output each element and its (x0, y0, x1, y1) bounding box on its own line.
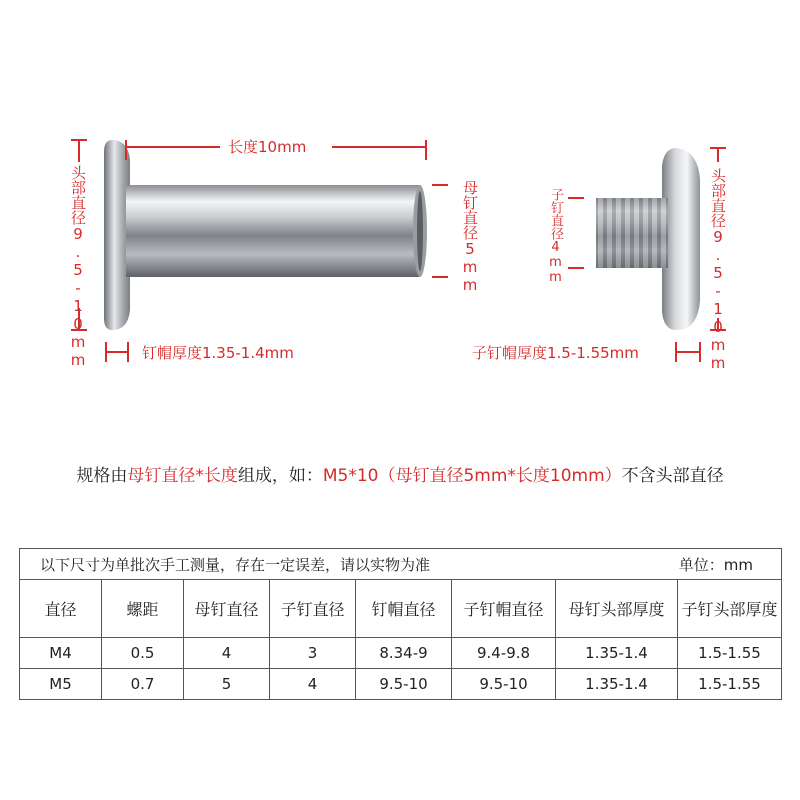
table-cell: 0.5 (102, 638, 184, 669)
table-unit: 单位：mm (678, 555, 753, 574)
table-cell: 4 (184, 638, 270, 669)
table-header: 母钉头部厚度 (556, 580, 678, 638)
table-header: 钉帽直径 (356, 580, 452, 638)
table-row (20, 638, 782, 669)
head-diameter-right-label: 头部直径9.5-10mm (709, 168, 727, 372)
table-header: 子钉头部厚度 (678, 580, 782, 638)
spec-prefix: 规格由 (76, 466, 128, 486)
table-header-row (20, 580, 782, 638)
female-rivet-image (104, 140, 427, 330)
table-header: 直径 (20, 580, 102, 638)
table-cell: 4 (270, 669, 356, 700)
cap-thickness-left-label: 钉帽厚度1.35-1.4mm (142, 344, 294, 362)
spec-red-1: 母钉直径*长度 (127, 466, 238, 486)
male-diameter-label: 子钉直径4mm (548, 188, 563, 285)
table-cell: 1.5-1.55 (678, 669, 782, 700)
spec-table (19, 548, 782, 700)
table-cell: 1.5-1.55 (678, 638, 782, 669)
table-note-row (20, 549, 782, 580)
spec-description (0, 461, 800, 486)
table-header: 子钉直径 (270, 580, 356, 638)
female-diameter-label: 母钉直径5mm (461, 180, 479, 294)
spec-mid: 组成，如： (237, 466, 323, 486)
table-row (20, 669, 782, 700)
head-diameter-left-label: 头部直径9.5-10mm (69, 165, 87, 369)
cap-thickness-right-label: 子钉帽厚度1.5-1.55mm (472, 344, 639, 362)
table-cell: 3 (270, 638, 356, 669)
table-cell: 0.7 (102, 669, 184, 700)
table-cell: 9.5-10 (452, 669, 556, 700)
table-cell: M4 (20, 638, 102, 669)
table-cell: 1.35-1.4 (556, 638, 678, 669)
table-header: 母钉直径 (184, 580, 270, 638)
table-cell: 1.35-1.4 (556, 669, 678, 700)
table-cell: 8.34-9 (356, 638, 452, 669)
table-cell: 9.4-9.8 (452, 638, 556, 669)
table-cell: 5 (184, 669, 270, 700)
table-cell: 9.5-10 (356, 669, 452, 700)
table-note: 以下尺寸为单批次手工测量，存在一定误差，请以实物为准 (40, 555, 431, 574)
table-header: 螺距 (102, 580, 184, 638)
spec-suffix: 不含头部直径 (621, 466, 724, 486)
length-label: 长度10mm (228, 138, 307, 156)
table-cell: M5 (20, 669, 102, 700)
spec-red-2: M5*10（母钉直径5mm*长度10mm） (322, 466, 622, 486)
table-header: 子钉帽直径 (452, 580, 556, 638)
male-screw-image (596, 148, 700, 330)
